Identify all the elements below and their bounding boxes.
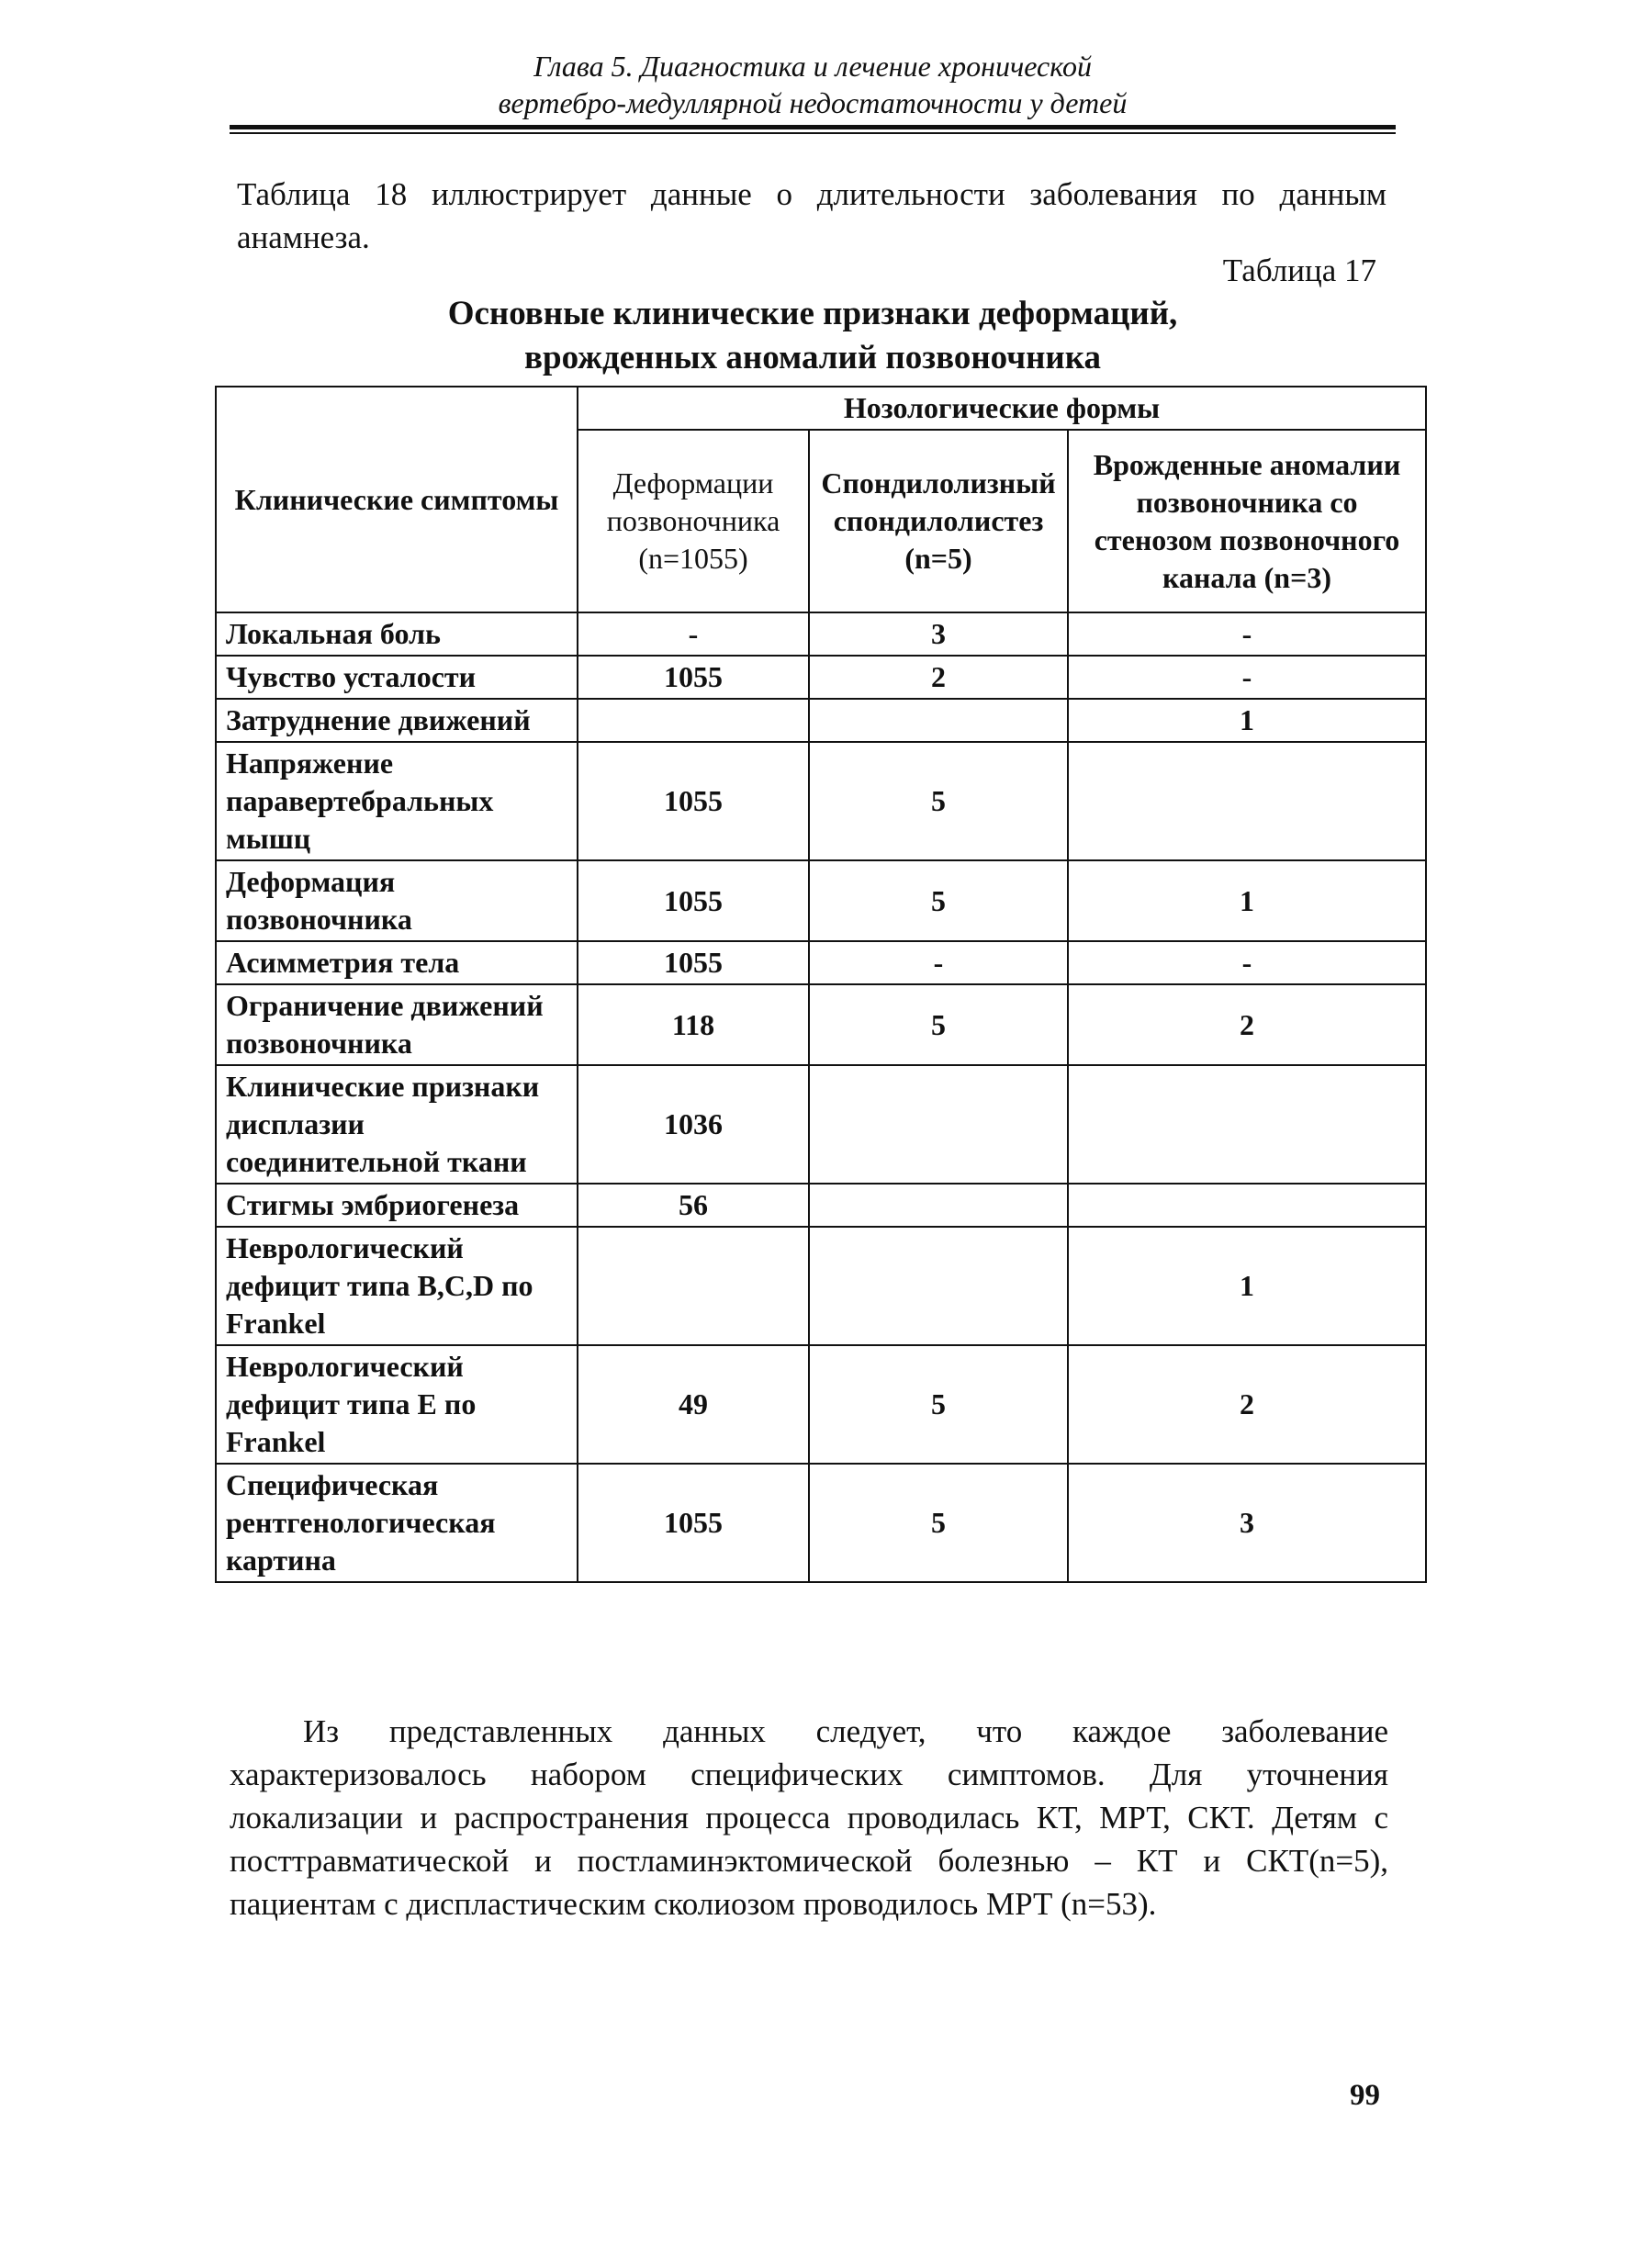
- closing-paragraph: Из представленных данных следует, что каждое заболевание характеризовалось набором специфических симптомов. Для уточнения локализации и распространения процесса проводилась КТ, МРТ, СКТ. Детям с посттравматической и постламинэктомической болезнью – КТ и СКТ(n=5), пациентам с диспластическим сколиозом проводилось МРТ (n=53).: [230, 1713, 1388, 1922]
- table-title: [230, 292, 1396, 380]
- congenital-cell: -: [1068, 612, 1426, 656]
- table-row: [216, 1464, 1426, 1582]
- symptom-cell: Чувство усталости: [216, 656, 578, 699]
- symptom-cell: Ограничение движений позвоночника: [216, 984, 578, 1065]
- symptom-cell: Клинические признаки дисплазии соединительной ткани: [216, 1065, 578, 1184]
- spondylolisthesis-cell: [809, 1184, 1068, 1227]
- table-number: Таблица 17: [1222, 253, 1376, 288]
- running-header-line1: Глава 5. Диагностика и лечение хронической: [533, 50, 1092, 83]
- table-row: [216, 984, 1426, 1065]
- table-row: [216, 656, 1426, 699]
- deformations-cell: 1055: [578, 860, 809, 941]
- spondylolisthesis-cell: 5: [809, 860, 1068, 941]
- table-row: [216, 699, 1426, 742]
- deformations-cell: 1055: [578, 656, 809, 699]
- symptom-cell: Асимметрия тела: [216, 941, 578, 984]
- table-title-line1: Основные клинические признаки деформаций,: [447, 295, 1178, 332]
- symptom-cell: Деформация позвоночника: [216, 860, 578, 941]
- deformations-cell: 1055: [578, 941, 809, 984]
- spondylolisthesis-cell: [809, 699, 1068, 742]
- deformations-cell: -: [578, 612, 809, 656]
- table-body: [216, 612, 1426, 1582]
- congenital-cell: 1: [1068, 1227, 1426, 1345]
- congenital-cell: 2: [1068, 1345, 1426, 1464]
- spondylolisthesis-cell: 3: [809, 612, 1068, 656]
- spondylolisthesis-cell: 5: [809, 742, 1068, 860]
- deformations-cell: 1036: [578, 1065, 809, 1184]
- header-symptoms: Клинические симптомы: [216, 387, 578, 612]
- congenital-cell: -: [1068, 941, 1426, 984]
- symptom-cell: Локальная боль: [216, 612, 578, 656]
- deformations-cell: [578, 1227, 809, 1345]
- spondylolisthesis-cell: 5: [809, 984, 1068, 1065]
- header-congenital: Врожденные аномалии позвоночника со стенозом позвоночного канала (n=3): [1068, 430, 1426, 612]
- congenital-cell: 1: [1068, 699, 1426, 742]
- deformations-cell: 49: [578, 1345, 809, 1464]
- table-title-line2: врожденных аномалий позвоночника: [524, 339, 1101, 376]
- table-row: [216, 612, 1426, 656]
- spondylolisthesis-cell: -: [809, 941, 1068, 984]
- symptom-cell: Стигмы эмбриогенеза: [216, 1184, 578, 1227]
- page-number: 99: [1350, 2079, 1380, 2112]
- congenital-cell: [1068, 1065, 1426, 1184]
- spondylolisthesis-cell: [809, 1065, 1068, 1184]
- spondylolisthesis-cell: 5: [809, 1464, 1068, 1582]
- header-nosological-forms: Нозологические формы: [578, 387, 1426, 430]
- table-row: [216, 1184, 1426, 1227]
- congenital-cell: [1068, 742, 1426, 860]
- symptom-cell: Напряжение паравертебральных мышц: [216, 742, 578, 860]
- table-row: [216, 742, 1426, 860]
- deformations-cell: 56: [578, 1184, 809, 1227]
- running-header-line2: вертебро-медуллярной недостаточности у детей: [498, 86, 1128, 119]
- header-rule-thin: [230, 132, 1396, 134]
- deformations-cell: 1055: [578, 742, 809, 860]
- table-row: [216, 1065, 1426, 1184]
- intro-paragraph: Таблица 18 иллюстрирует данные о длительности заболевания по данным анамнеза.: [237, 176, 1386, 255]
- table-row: [216, 860, 1426, 941]
- deformations-cell: 1055: [578, 1464, 809, 1582]
- symptom-cell: Неврологический дефицит типа E по Frankel: [216, 1345, 578, 1464]
- header-spondylolisthesis: Спондилолизный спондилолистез (n=5): [809, 430, 1068, 612]
- deformations-cell: [578, 699, 809, 742]
- running-header: [230, 48, 1396, 121]
- symptoms-table: [215, 386, 1427, 1583]
- table-row: [216, 941, 1426, 984]
- congenital-cell: 1: [1068, 860, 1426, 941]
- table-row: [216, 1345, 1426, 1464]
- congenital-cell: 3: [1068, 1464, 1426, 1582]
- spondylolisthesis-cell: 5: [809, 1345, 1068, 1464]
- header-deformations: Деформации позвоночника (n=1055): [578, 430, 809, 612]
- symptom-cell: Затруднение движений: [216, 699, 578, 742]
- deformations-cell: 118: [578, 984, 809, 1065]
- congenital-cell: [1068, 1184, 1426, 1227]
- symptom-cell: Специфическая рентгенологическая картина: [216, 1464, 578, 1582]
- congenital-cell: -: [1068, 656, 1426, 699]
- symptom-cell: Неврологический дефицит типа B,C,D по Frankel: [216, 1227, 578, 1345]
- spondylolisthesis-cell: 2: [809, 656, 1068, 699]
- spondylolisthesis-cell: [809, 1227, 1068, 1345]
- table-row: [216, 1227, 1426, 1345]
- header-rule: [230, 125, 1396, 129]
- congenital-cell: 2: [1068, 984, 1426, 1065]
